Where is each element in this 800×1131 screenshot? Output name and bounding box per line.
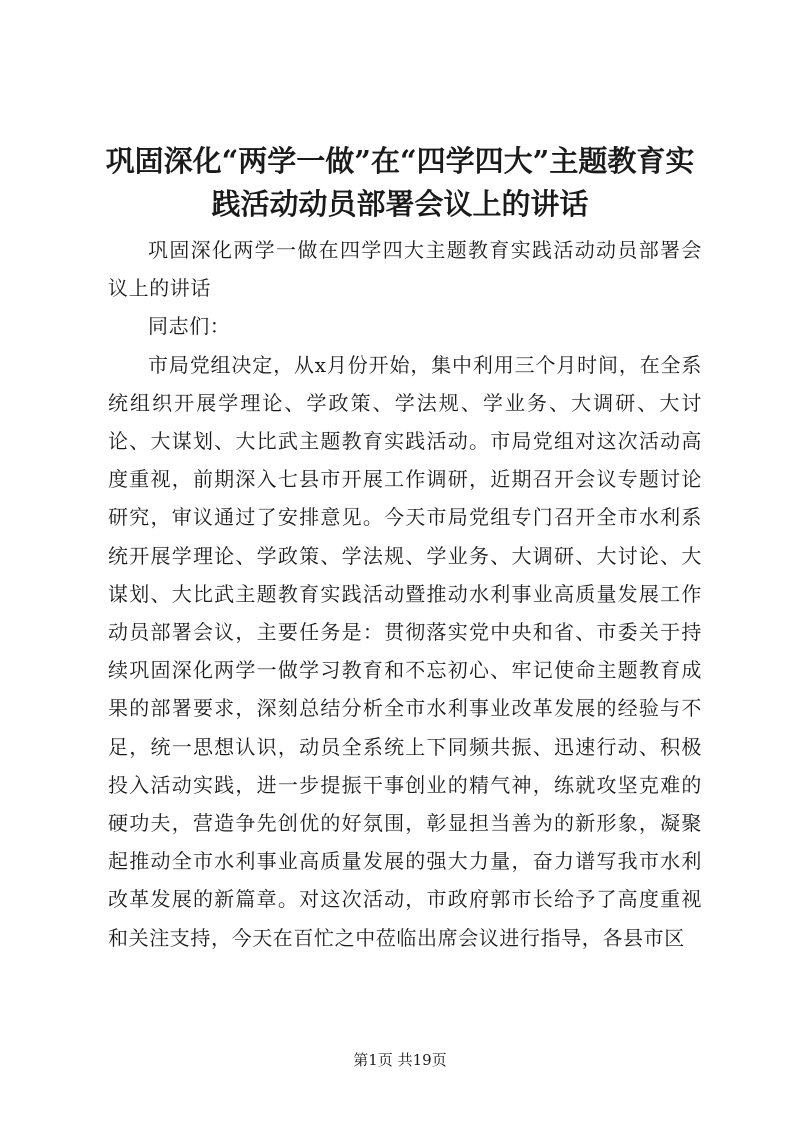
subtitle-paragraph: 巩固深化两学一做在四学四大主题教育实践活动动员部署会议上的讲话 bbox=[108, 238, 702, 301]
document-title: 巩固深化“两学一做”在“四学四大”主题教育实践活动动员部署会议上的讲话 bbox=[105, 144, 695, 221]
salutation-paragraph: 同志们： bbox=[148, 314, 231, 339]
document-body bbox=[108, 231, 702, 957]
page-number-footer: 第1页 共19页 bbox=[353, 1051, 447, 1069]
body-paragraph: 市局党组决定，从x月份开始，集中利用三个月时间，在全系统组织开展学理论、学政策、学法规、学业务、大调研、大讨论、大谋划、大比武主题教育实践活动。市局党组对这次活动高度重视，前期深入七县市开展工作调研，近期召开会议专题讨论研究，审议通过了安排意见。今天市局党组专门召开全市水利系统开展学理论、学政策、学法规、学业务、大调研、大讨论、大谋划、大比武主题教育实践活动暨推动水利事业高质量发展工作动员部署会议，主要任务是：贯彻落实党中央和省、市委关于持续巩固深化两学一做学习教育和不忘初心、牢记使命主题教育成果的部署要求，深刻总结分析全市水利事业改革发展的经验与不足，统一思想认识，动员全系统上下同频共振、迅速行动、积极投入活动实践，进一步提振干事创业的精气神，练就攻坚克难的硬功夫，营造争先创优的好氛围，彰显担当善为的新形象，凝聚起推动全市水利事业高质量发展的强大力量，奋力谱写我市水利改革发展的新篇章。对这次活动，市政府郭市长给予了高度重视和关注支持，今天在百忙之中莅临出席会议进行指导，各县市区 bbox=[108, 352, 702, 950]
